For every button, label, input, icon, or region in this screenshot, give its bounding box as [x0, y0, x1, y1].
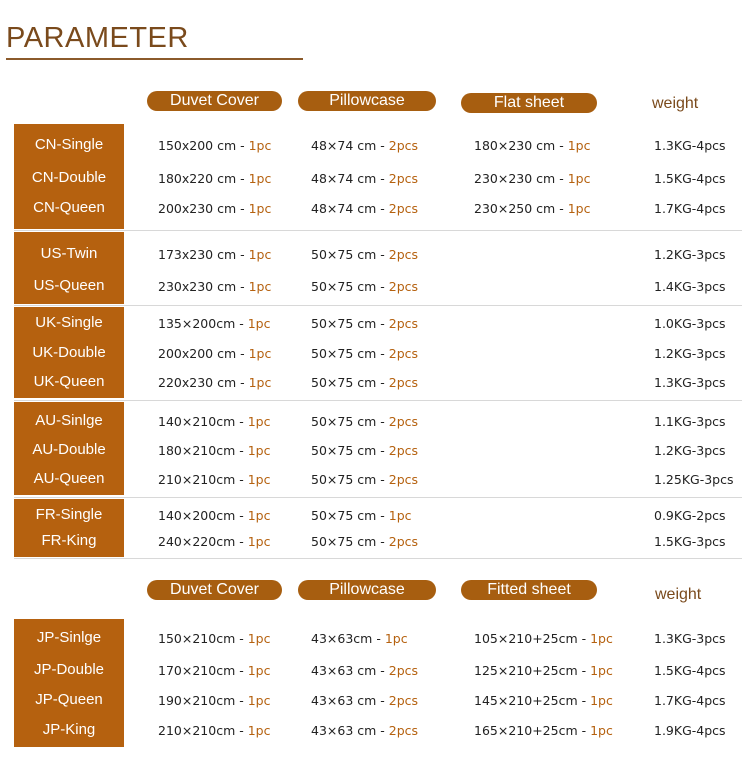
size-label: JP-Sinlge — [36, 629, 102, 646]
size-label: US-Queen — [33, 277, 105, 294]
pillow-quantity: 2pcs — [388, 346, 419, 361]
separator: - — [236, 247, 249, 262]
duvet-dimensions: 140×210cm — [158, 414, 236, 429]
separator: - — [235, 443, 248, 458]
sheet-cell — [474, 693, 613, 708]
pillow-quantity: 2pcs — [388, 279, 419, 294]
pillow-dimensions: 43×63 cm — [311, 723, 377, 738]
pillow-dimensions: 50×75 cm — [311, 279, 377, 294]
header-weight-jp: weight — [655, 586, 702, 603]
duvet-quantity: 1pc — [247, 693, 271, 708]
duvet-quantity: 1pc — [248, 247, 272, 262]
header-pillowcase-jp: Pillowcase — [298, 580, 436, 600]
duvet-cell — [158, 472, 270, 487]
pillow-cell — [311, 201, 418, 216]
size-label: JP-Queen — [35, 691, 103, 708]
pillow-quantity: 1pc — [384, 631, 408, 646]
size-label: CN-Double — [31, 169, 107, 186]
separator: - — [376, 472, 389, 487]
separator: - — [235, 316, 248, 331]
separator: - — [577, 693, 591, 708]
weight-cell: 1.5KG-4pcs — [654, 171, 726, 186]
duvet-quantity: 1pc — [248, 201, 272, 216]
weight-cell: 1.7KG-4pcs — [654, 201, 726, 216]
separator: - — [555, 171, 568, 186]
duvet-cell — [158, 171, 271, 186]
duvet-dimensions: 230x230 cm — [158, 279, 237, 294]
size-label: AU-Queen — [33, 470, 105, 487]
duvet-dimensions: 210×210cm — [158, 472, 236, 487]
weight-cell: 1.3KG-3pcs — [654, 631, 726, 646]
group-divider — [14, 400, 742, 401]
sheet-quantity: 1pc — [567, 171, 591, 186]
separator: - — [376, 693, 389, 708]
pillow-quantity: 1pc — [388, 508, 412, 523]
separator: - — [376, 316, 389, 331]
separator: - — [376, 346, 389, 361]
duvet-cell — [158, 723, 270, 738]
duvet-cell — [158, 631, 270, 646]
sheet-cell — [474, 663, 613, 678]
weight-cell: 1.1KG-3pcs — [654, 414, 726, 429]
pillow-quantity: 2pcs — [388, 414, 419, 429]
duvet-cell — [158, 414, 270, 429]
pillow-cell — [311, 316, 418, 331]
pillow-dimensions: 50×75 cm — [311, 375, 377, 390]
weight-cell: 1.9KG-4pcs — [654, 723, 726, 738]
sheet-cell — [474, 138, 590, 153]
header-weight: weight — [652, 95, 699, 112]
duvet-dimensions: 150×210cm — [158, 631, 236, 646]
duvet-dimensions: 135×200cm — [158, 316, 236, 331]
weight-cell: 1.4KG-3pcs — [654, 279, 726, 294]
weight-cell: 1.2KG-3pcs — [654, 443, 726, 458]
header-flat-sheet: Flat sheet — [461, 93, 597, 113]
duvet-dimensions: 150x200 cm — [158, 138, 237, 153]
separator: - — [235, 534, 248, 549]
pillow-quantity: 2pcs — [388, 201, 419, 216]
pillow-quantity: 2pcs — [388, 247, 419, 262]
separator: - — [577, 631, 591, 646]
separator: - — [376, 247, 389, 262]
duvet-cell — [158, 375, 271, 390]
separator: - — [236, 171, 249, 186]
separator: - — [236, 138, 249, 153]
duvet-quantity: 1pc — [247, 443, 271, 458]
pillow-dimensions: 43×63cm — [311, 631, 373, 646]
separator: - — [577, 663, 591, 678]
sheet-quantity: 1pc — [590, 693, 613, 708]
duvet-cell — [158, 279, 271, 294]
pillow-quantity: 2pcs — [388, 443, 419, 458]
duvet-quantity: 1pc — [247, 414, 271, 429]
sheet-quantity: 1pc — [567, 201, 591, 216]
pillow-cell — [311, 723, 418, 738]
weight-cell: 1.2KG-3pcs — [654, 346, 726, 361]
separator: - — [235, 414, 248, 429]
separator: - — [376, 138, 389, 153]
separator: - — [235, 693, 248, 708]
weight-cell: 1.5KG-3pcs — [654, 534, 726, 549]
separator: - — [555, 138, 568, 153]
separator: - — [376, 443, 389, 458]
separator: - — [376, 723, 389, 738]
separator: - — [236, 375, 249, 390]
sheet-dimensions: 180×230 cm — [474, 138, 556, 153]
duvet-quantity: 1pc — [248, 138, 272, 153]
sheet-quantity: 1pc — [567, 138, 591, 153]
separator: - — [376, 508, 389, 523]
pillow-cell — [311, 663, 418, 678]
sheet-quantity: 1pc — [590, 723, 613, 738]
weight-cell: 1.3KG-4pcs — [654, 138, 726, 153]
separator: - — [235, 472, 248, 487]
duvet-cell — [158, 138, 271, 153]
duvet-dimensions: 140×200cm — [158, 508, 236, 523]
pillow-quantity: 2pcs — [388, 472, 419, 487]
separator: - — [235, 663, 248, 678]
group-divider — [14, 230, 742, 231]
duvet-dimensions: 173x230 cm — [158, 247, 237, 262]
duvet-cell — [158, 663, 270, 678]
duvet-quantity: 1pc — [247, 534, 271, 549]
sheet-cell — [474, 171, 590, 186]
sheet-cell — [474, 631, 613, 646]
duvet-quantity: 1pc — [247, 631, 271, 646]
duvet-dimensions: 220x230 cm — [158, 375, 237, 390]
sheet-dimensions: 145×210+25cm — [474, 693, 578, 708]
duvet-quantity: 1pc — [247, 472, 271, 487]
page-title: PARAMETER — [6, 22, 189, 54]
pillow-dimensions: 48×74 cm — [311, 171, 377, 186]
sheet-dimensions: 230×250 cm — [474, 201, 556, 216]
duvet-quantity: 1pc — [247, 508, 271, 523]
duvet-quantity: 1pc — [247, 663, 271, 678]
title-underline — [6, 58, 303, 60]
pillow-quantity: 2pcs — [388, 663, 419, 678]
duvet-cell — [158, 443, 270, 458]
size-label: AU-Double — [32, 441, 106, 458]
separator: - — [376, 663, 389, 678]
separator: - — [235, 631, 248, 646]
size-label: US-Twin — [40, 245, 98, 262]
duvet-dimensions: 180×210cm — [158, 443, 236, 458]
sheet-dimensions: 105×210+25cm — [474, 631, 578, 646]
group-divider — [14, 558, 742, 559]
pillow-dimensions: 50×75 cm — [311, 508, 377, 523]
separator: - — [236, 346, 249, 361]
group-divider — [14, 305, 742, 306]
duvet-cell — [158, 201, 271, 216]
size-label: UK-Double — [32, 344, 106, 361]
duvet-cell — [158, 316, 270, 331]
size-label: UK-Single — [35, 314, 103, 331]
sheet-quantity: 1pc — [590, 663, 613, 678]
separator: - — [236, 279, 249, 294]
pillow-cell — [311, 279, 418, 294]
separator: - — [235, 723, 248, 738]
pillow-cell — [311, 631, 408, 646]
sheet-dimensions: 125×210+25cm — [474, 663, 578, 678]
pillow-cell — [311, 508, 412, 523]
pillow-dimensions: 43×63 cm — [311, 663, 377, 678]
duvet-quantity: 1pc — [248, 346, 272, 361]
duvet-quantity: 1pc — [248, 171, 272, 186]
separator: - — [376, 375, 389, 390]
duvet-cell — [158, 346, 271, 361]
pillow-cell — [311, 171, 418, 186]
pillow-cell — [311, 472, 418, 487]
weight-cell: 1.7KG-4pcs — [654, 693, 726, 708]
duvet-quantity: 1pc — [247, 316, 271, 331]
separator: - — [376, 534, 389, 549]
pillow-dimensions: 50×75 cm — [311, 443, 377, 458]
duvet-quantity: 1pc — [248, 279, 272, 294]
separator: - — [376, 279, 389, 294]
pillow-dimensions: 48×74 cm — [311, 138, 377, 153]
pillow-quantity: 2pcs — [388, 534, 419, 549]
weight-cell: 0.9KG-2pcs — [654, 508, 726, 523]
pillow-quantity: 2pcs — [388, 138, 419, 153]
size-label: AU-Sinlge — [35, 412, 103, 429]
separator: - — [376, 201, 389, 216]
sheet-cell — [474, 201, 590, 216]
weight-cell: 1.3KG-3pcs — [654, 375, 726, 390]
size-label: JP-King — [42, 721, 96, 738]
pillow-cell — [311, 375, 418, 390]
pillow-quantity: 2pcs — [388, 723, 419, 738]
header-duvet-cover-jp: Duvet Cover — [147, 580, 282, 600]
sheet-dimensions: 165×210+25cm — [474, 723, 578, 738]
separator: - — [372, 631, 385, 646]
sheet-quantity: 1pc — [590, 631, 613, 646]
weight-cell: 1.0KG-3pcs — [654, 316, 726, 331]
size-label: FR-Single — [35, 506, 103, 523]
pillow-cell — [311, 247, 418, 262]
sheet-dimensions: 230×230 cm — [474, 171, 556, 186]
duvet-quantity: 1pc — [247, 723, 271, 738]
pillow-dimensions: 50×75 cm — [311, 472, 377, 487]
duvet-cell — [158, 247, 271, 262]
pillow-dimensions: 50×75 cm — [311, 316, 377, 331]
duvet-dimensions: 180x220 cm — [158, 171, 237, 186]
pillow-quantity: 2pcs — [388, 171, 419, 186]
group-divider — [14, 497, 742, 498]
duvet-dimensions: 190×210cm — [158, 693, 236, 708]
pillow-dimensions: 50×75 cm — [311, 534, 377, 549]
pillow-dimensions: 50×75 cm — [311, 414, 377, 429]
header-duvet-cover: Duvet Cover — [147, 91, 282, 111]
pillow-cell — [311, 414, 418, 429]
separator: - — [555, 201, 568, 216]
separator: - — [376, 171, 389, 186]
duvet-dimensions: 240×220cm — [158, 534, 236, 549]
pillow-dimensions: 50×75 cm — [311, 346, 377, 361]
duvet-cell — [158, 534, 270, 549]
pillow-dimensions: 50×75 cm — [311, 247, 377, 262]
pillow-quantity: 2pcs — [388, 375, 419, 390]
sheet-cell — [474, 723, 613, 738]
separator: - — [376, 414, 389, 429]
duvet-dimensions: 210×210cm — [158, 723, 236, 738]
pillow-cell — [311, 693, 418, 708]
duvet-dimensions: 170×210cm — [158, 663, 236, 678]
separator: - — [236, 201, 249, 216]
separator: - — [235, 508, 248, 523]
pillow-quantity: 2pcs — [388, 316, 419, 331]
header-pillowcase: Pillowcase — [298, 91, 436, 111]
duvet-cell — [158, 693, 270, 708]
size-label: JP-Double — [33, 661, 105, 678]
pillow-cell — [311, 138, 418, 153]
duvet-cell — [158, 508, 270, 523]
pillow-cell — [311, 534, 418, 549]
separator: - — [577, 723, 591, 738]
pillow-cell — [311, 443, 418, 458]
header-fitted-sheet: Fitted sheet — [461, 580, 597, 600]
size-label: UK-Queen — [33, 373, 105, 390]
weight-cell: 1.25KG-3pcs — [654, 472, 734, 487]
duvet-quantity: 1pc — [248, 375, 272, 390]
duvet-dimensions: 200x200 cm — [158, 346, 237, 361]
duvet-dimensions: 200x230 cm — [158, 201, 237, 216]
size-label: CN-Single — [34, 136, 104, 153]
weight-cell: 1.2KG-3pcs — [654, 247, 726, 262]
pillow-cell — [311, 346, 418, 361]
weight-cell: 1.5KG-4pcs — [654, 663, 726, 678]
pillow-dimensions: 48×74 cm — [311, 201, 377, 216]
pillow-dimensions: 43×63 cm — [311, 693, 377, 708]
size-label: FR-King — [41, 532, 97, 549]
pillow-quantity: 2pcs — [388, 693, 419, 708]
size-label: CN-Queen — [33, 199, 105, 216]
